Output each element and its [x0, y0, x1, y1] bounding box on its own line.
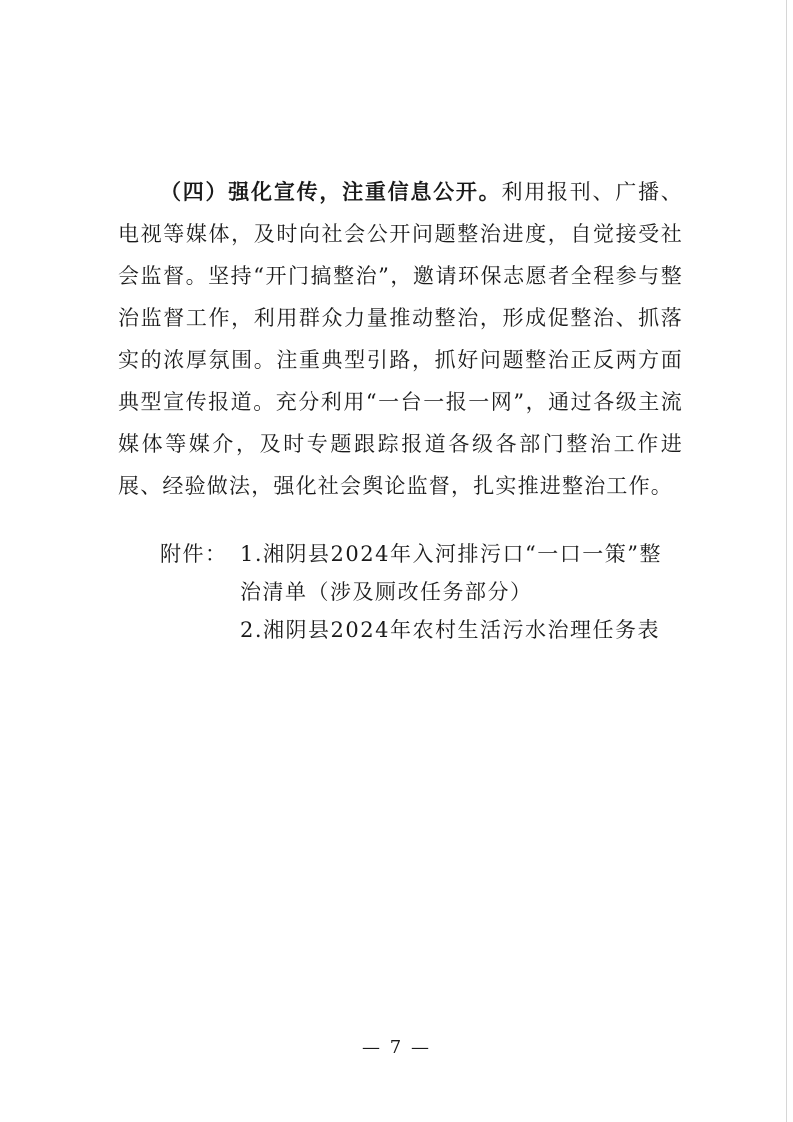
attachments-list [240, 535, 662, 649]
attachments-label: 附件： [160, 542, 228, 566]
attachment-2: 2.湘阴县2024年农村生活污水治理任务表 [240, 618, 660, 642]
section-body: 利用报刊、广播、电视等媒体，及时向社会公开问题整治进度，自觉接受社会监督。坚持“开门搞整治”，邀请环保志愿者全程参与整治监督工作，利用群众力量推动整治，形成促整治、抓落实的浓厚氛围。注重典型引路，抓好问题整治正反两方面典型宣传报道。充分利用“一台一报一网”，通过各级主流媒体等媒介，及时专题跟踪报道各级各部门整治工作进展、经验做法，强化社会舆论监督，扎实推进整治工作。 [118, 180, 683, 498]
section-four-text [118, 171, 683, 507]
page-number: — 7 — [362, 1037, 431, 1058]
attachments-row [160, 535, 662, 649]
attachment-1-line-1: 1.湘阴县2024年入河排污口“一口一策”整 [240, 542, 662, 566]
attachment-1-line-2: 治清单（涉及厕改任务部分） [240, 580, 533, 604]
attachments-block [160, 535, 662, 649]
scan-edge [786, 0, 787, 1122]
section-heading: （四）强化宣传，注重信息公开。 [160, 179, 502, 204]
section-four-paragraph [118, 171, 683, 507]
